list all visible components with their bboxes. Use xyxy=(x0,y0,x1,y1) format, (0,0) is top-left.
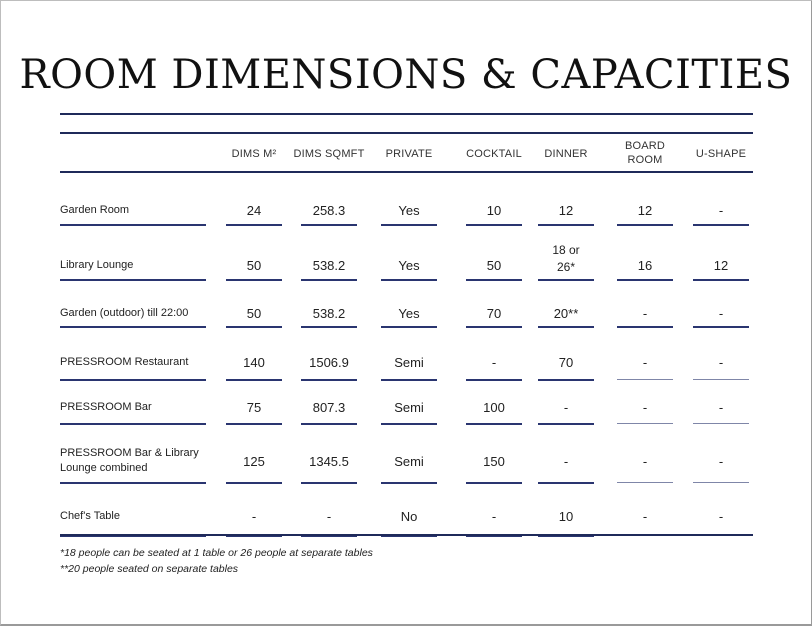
column-header: DIMS SQMFT xyxy=(293,148,365,160)
cell-underline xyxy=(538,379,594,381)
table-cell: 100 xyxy=(483,400,505,415)
table-cell: 258.3 xyxy=(312,203,346,218)
table-cell: No xyxy=(400,509,418,524)
label-underline xyxy=(60,326,206,328)
table-cell: 10 xyxy=(486,203,502,218)
cell-underline xyxy=(301,326,357,328)
cell-underline xyxy=(693,326,749,328)
table-cell: - xyxy=(251,509,257,524)
column-header: DINNER xyxy=(544,148,588,160)
cell-underline xyxy=(617,482,673,483)
row-label: Garden (outdoor) till 22:00 xyxy=(60,307,189,319)
table-cell: - xyxy=(642,454,648,469)
column-header: COCKTAIL xyxy=(466,148,522,160)
cell-underline xyxy=(226,224,282,226)
column-header: DIMS M² xyxy=(231,148,277,160)
cell-underline xyxy=(538,279,594,281)
table-cell: 50 xyxy=(246,258,262,273)
cell-underline xyxy=(693,224,749,226)
table-cell: - xyxy=(563,454,569,469)
page-title: ROOM DIMENSIONS & CAPACITIES xyxy=(19,52,793,98)
table-cell: - xyxy=(563,400,569,415)
table-cell: 538.2 xyxy=(312,306,346,321)
cell-underline xyxy=(301,224,357,226)
table-cell: 807.3 xyxy=(312,400,346,415)
cell-underline xyxy=(226,379,282,381)
cell-underline xyxy=(693,482,749,483)
table-cell: Yes xyxy=(398,258,420,273)
cell-underline xyxy=(381,379,437,381)
table-cell: - xyxy=(718,509,724,524)
cell-underline xyxy=(226,423,282,425)
table-cell: - xyxy=(326,509,332,524)
table-cell: 18 or 26* xyxy=(552,243,580,274)
cell-underline xyxy=(381,482,437,484)
header-bottom-rule xyxy=(60,171,753,173)
table-cell: - xyxy=(718,306,724,321)
row-label: Chef's Table xyxy=(60,510,120,522)
table-cell: 538.2 xyxy=(312,258,346,273)
footnote-1: *18 people can be seated at 1 table or 26 people at separate tables xyxy=(60,547,373,559)
cell-underline xyxy=(538,423,594,425)
cell-underline xyxy=(466,379,522,381)
footnote-2: **20 people seated on separate tables xyxy=(60,563,239,575)
cell-underline xyxy=(617,379,673,380)
cell-underline xyxy=(693,423,749,424)
cell-underline xyxy=(617,224,673,226)
table-cell: - xyxy=(491,355,497,370)
table-cell: - xyxy=(642,400,648,415)
column-header: BOARD ROOM xyxy=(624,140,666,166)
table-cell: 50 xyxy=(486,258,502,273)
table-cell: Semi xyxy=(394,400,424,415)
table-cell: - xyxy=(642,509,648,524)
table-cell: - xyxy=(718,355,724,370)
cell-underline xyxy=(538,224,594,226)
table-cell: 12 xyxy=(713,258,729,273)
table-cell: 12 xyxy=(558,203,574,218)
cell-underline xyxy=(693,279,749,281)
table-cell: 20** xyxy=(553,306,579,321)
table-cell: - xyxy=(642,306,648,321)
column-header: U-SHAPE xyxy=(695,148,747,160)
cell-underline xyxy=(301,279,357,281)
label-underline xyxy=(60,279,206,281)
table-cell: Semi xyxy=(394,454,424,469)
table-cell: - xyxy=(718,203,724,218)
cell-underline xyxy=(466,482,522,484)
cell-underline xyxy=(301,423,357,425)
table-cell: - xyxy=(718,454,724,469)
table-cell: - xyxy=(642,355,648,370)
table-cell: 24 xyxy=(246,203,262,218)
cell-underline xyxy=(693,379,749,380)
table-cell: 150 xyxy=(483,454,505,469)
table-cell: 125 xyxy=(243,454,265,469)
cell-underline xyxy=(466,279,522,281)
cell-underline xyxy=(466,224,522,226)
table-cell: 140 xyxy=(243,355,265,370)
title-rule xyxy=(60,113,753,115)
label-underline xyxy=(60,224,206,226)
cell-underline xyxy=(381,326,437,328)
row-label: PRESSROOM Bar & Library Lounge combined xyxy=(60,447,199,474)
cell-underline xyxy=(301,482,357,484)
cell-underline xyxy=(381,224,437,226)
table-cell: 70 xyxy=(558,355,574,370)
row-label: PRESSROOM Bar xyxy=(60,401,152,413)
cell-underline xyxy=(466,423,522,425)
cell-underline xyxy=(617,279,673,281)
cell-underline xyxy=(538,482,594,484)
cell-underline xyxy=(226,279,282,281)
table-cell: 75 xyxy=(246,400,262,415)
label-underline xyxy=(60,482,206,484)
row-label: Library Lounge xyxy=(60,259,134,271)
cell-underline xyxy=(381,423,437,425)
label-underline xyxy=(60,379,206,381)
label-underline xyxy=(60,423,206,425)
table-cell: 1345.5 xyxy=(309,454,349,469)
table-top-rule xyxy=(60,132,753,134)
row-label: Garden Room xyxy=(60,204,130,216)
cell-underline xyxy=(538,326,594,328)
table-cell: 12 xyxy=(637,203,653,218)
table-cell: 50 xyxy=(246,306,262,321)
cell-underline xyxy=(226,326,282,328)
cell-underline xyxy=(617,423,673,424)
table-cell: 16 xyxy=(637,258,653,273)
table-bottom-rule xyxy=(60,534,753,536)
cell-underline xyxy=(381,279,437,281)
cell-underline xyxy=(617,326,673,328)
table-cell: 70 xyxy=(486,306,502,321)
table-cell: - xyxy=(491,509,497,524)
table-cell: 1506.9 xyxy=(309,355,349,370)
table-cell: Yes xyxy=(398,306,420,321)
row-label: PRESSROOM Restaurant xyxy=(60,356,189,368)
table-cell: - xyxy=(718,400,724,415)
table-cell: Yes xyxy=(398,203,420,218)
table-cell: Semi xyxy=(394,355,424,370)
cell-underline xyxy=(301,379,357,381)
cell-underline xyxy=(466,326,522,328)
cell-underline xyxy=(226,482,282,484)
table-cell: 10 xyxy=(558,509,574,524)
column-header: PRIVATE xyxy=(385,148,433,160)
